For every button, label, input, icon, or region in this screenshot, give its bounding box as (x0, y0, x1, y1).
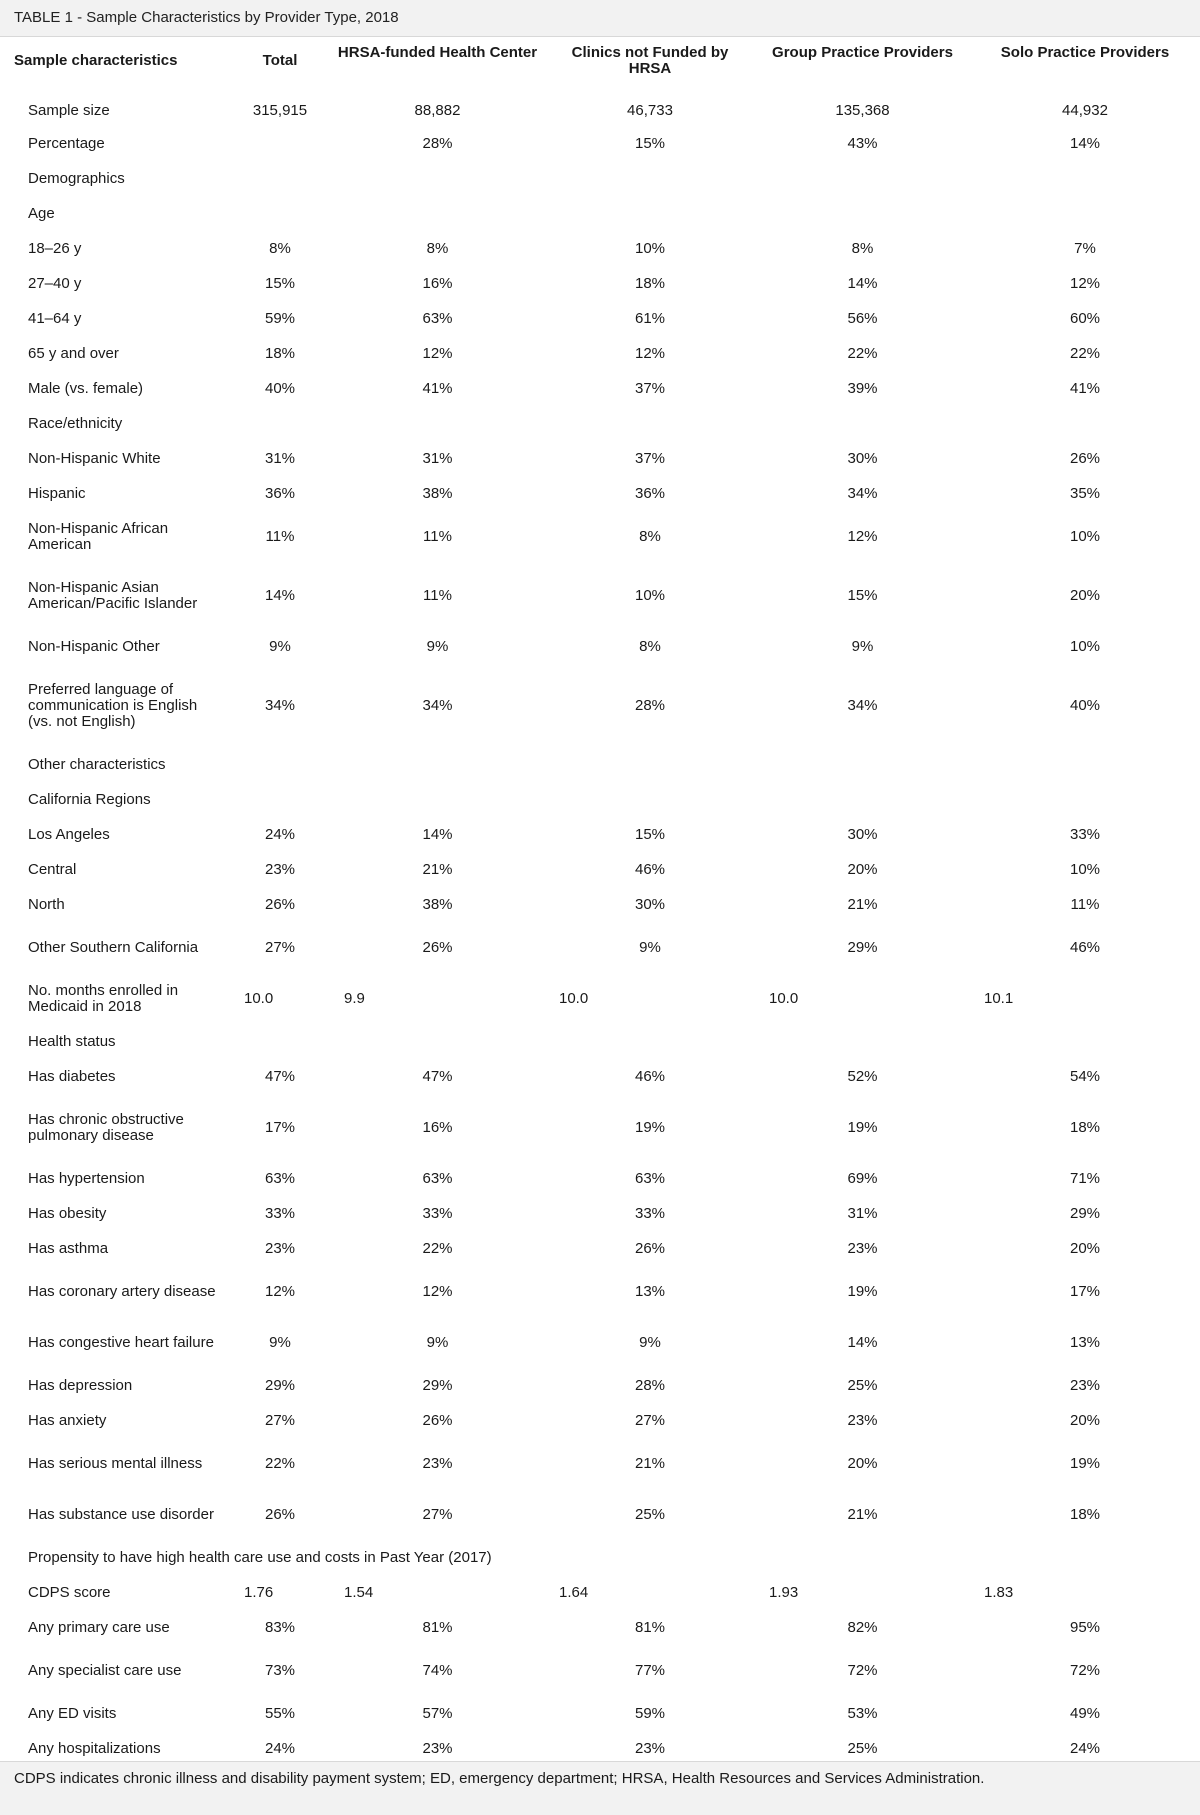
cell-value: 34% (847, 696, 878, 714)
table-row (0, 562, 1200, 629)
cell-value: 14% (1069, 134, 1101, 152)
cell-value: 10% (1069, 860, 1101, 878)
cell-value: 22% (1069, 344, 1101, 362)
row-label: Non-Hispanic Asian American/Pacific Islander (28, 578, 198, 612)
row-label: Sample size (28, 101, 110, 119)
cell-value: 46% (634, 1067, 666, 1085)
cell-value: 26% (264, 895, 296, 913)
row-label: Race/ethnicity (28, 414, 123, 432)
cell-value: 57% (422, 1704, 453, 1722)
row-label: Has diabetes (28, 1067, 116, 1085)
cell-value: 8% (426, 239, 449, 257)
cell-value: 15% (847, 586, 878, 604)
cell-value: 43% (847, 134, 878, 152)
cell-value: 37% (634, 379, 666, 397)
cell-value: 20% (1069, 1239, 1101, 1257)
row-label: Los Angeles (28, 825, 110, 843)
cell-value: 8% (639, 637, 661, 655)
table-row (0, 161, 1200, 196)
cell-value: 63% (422, 1169, 453, 1187)
row-label: Other characteristics (28, 755, 166, 773)
row-label: Has congestive heart failure (28, 1333, 214, 1351)
row-label: Has chronic obstructive pulmonary disease (28, 1110, 184, 1144)
table-caption: TABLE 1 - Sample Characteristics by Provider Type, 2018 (0, 0, 1200, 37)
cell-value: 46,733 (627, 101, 673, 119)
cell-value: 15% (634, 825, 666, 843)
table-area (0, 37, 1200, 1762)
cell-value (970, 1024, 1200, 1059)
table-row (0, 1317, 1200, 1368)
cell-value: 63% (634, 1169, 666, 1187)
cell-value: 47% (264, 1067, 296, 1085)
cell-value: 12% (847, 527, 878, 545)
table-row (0, 817, 1200, 852)
cell-value: 135,368 (835, 101, 890, 119)
cell-value (755, 196, 970, 231)
cell-value: 18% (634, 274, 666, 292)
cell-value: 9% (639, 938, 661, 956)
row-label: 27–40 y (28, 274, 82, 292)
table-row (0, 266, 1200, 301)
table-row (0, 1059, 1200, 1094)
cell-value: 40% (264, 379, 296, 397)
cell-value: 36% (264, 484, 296, 502)
table-row (0, 1696, 1200, 1731)
row-label: Any specialist care use (28, 1661, 182, 1679)
table-row (0, 664, 1200, 747)
cell-value: 31% (847, 1204, 878, 1222)
row-label: Has anxiety (28, 1411, 107, 1429)
cell-value: 29% (1069, 1204, 1101, 1222)
cell-value (755, 406, 970, 441)
cell-value (230, 196, 330, 231)
row-label: California Regions (28, 790, 151, 808)
table-row (0, 1231, 1200, 1266)
cell-value: 81% (634, 1618, 666, 1636)
cell-value: 24% (264, 1739, 296, 1757)
table-row (0, 406, 1200, 441)
cell-value: 21% (422, 860, 453, 878)
cell-value (330, 406, 545, 441)
row-label: Has depression (28, 1376, 133, 1394)
cell-value (755, 161, 970, 196)
row-label: Health status (28, 1032, 116, 1050)
row-label: CDPS score (28, 1583, 111, 1601)
cell-value: 26% (422, 1411, 453, 1429)
cell-value: 54% (1069, 1067, 1101, 1085)
cell-value: 28% (634, 1376, 666, 1394)
cell-value: 31% (264, 449, 296, 467)
cell-value: 12% (422, 1282, 453, 1300)
cell-value: 53% (847, 1704, 878, 1722)
table-row (0, 196, 1200, 231)
cell-value: 23% (847, 1239, 878, 1257)
cell-value: 17% (1069, 1282, 1101, 1300)
cell-value: 33% (264, 1204, 296, 1222)
cell-value: 34% (847, 484, 878, 502)
cell-value (330, 1024, 545, 1059)
cell-value: 10.0 (769, 989, 799, 1007)
cell-value: 18% (1069, 1118, 1101, 1136)
row-label: 41–64 y (28, 309, 82, 327)
table-row (0, 1161, 1200, 1196)
cell-value: 25% (847, 1376, 878, 1394)
cell-value: 36% (634, 484, 666, 502)
cell-value: 82% (847, 1618, 878, 1636)
cell-value: 52% (847, 1067, 878, 1085)
row-label: Any ED visits (28, 1704, 117, 1722)
cell-value: 26% (264, 1505, 296, 1523)
table-row (0, 629, 1200, 664)
cell-value: 25% (634, 1505, 666, 1523)
row-label: Has coronary artery disease (28, 1282, 216, 1300)
table-row (0, 1489, 1200, 1540)
table-row (0, 1610, 1200, 1645)
cell-value: 8% (269, 239, 291, 257)
table-row (0, 336, 1200, 371)
cell-value (230, 126, 330, 161)
cell-value: 11% (423, 586, 452, 604)
cell-value (230, 747, 330, 782)
cell-value: 19% (847, 1118, 878, 1136)
cell-value: 1.83 (984, 1583, 1014, 1601)
cell-value: 23% (264, 860, 296, 878)
cell-value: 22% (847, 344, 878, 362)
cell-value: 22% (264, 1454, 296, 1472)
footnote: CDPS indicates chronic illness and disability payment system; ED, emergency department; HRSA, Health Resources and Services Administration. (0, 1761, 1200, 1815)
cell-value: 30% (847, 449, 878, 467)
cell-value: 33% (1069, 825, 1101, 843)
cell-value: 7% (1074, 239, 1096, 257)
cell-value (970, 196, 1200, 231)
cell-value: 46% (1069, 938, 1101, 956)
table-row (0, 852, 1200, 887)
cell-value: 72% (1069, 1661, 1101, 1679)
row-label: Any hospitalizations (28, 1739, 161, 1757)
cell-value: 10.0 (559, 989, 589, 1007)
cell-value: 27% (264, 938, 296, 956)
cell-value: 41% (422, 379, 453, 397)
cell-value: 33% (422, 1204, 453, 1222)
header-row (0, 37, 1200, 95)
table-row (0, 1196, 1200, 1231)
header-hrsa-funded: HRSA-funded Health Center (337, 44, 538, 61)
cell-value: 8% (851, 239, 874, 257)
cell-value: 27% (634, 1411, 666, 1429)
row-label: Has obesity (28, 1204, 107, 1222)
header-total: Total (262, 52, 298, 69)
cell-value: 10% (634, 239, 666, 257)
table-row (0, 301, 1200, 336)
cell-value (230, 406, 330, 441)
table-row (0, 922, 1200, 973)
cell-value: 46% (634, 860, 666, 878)
cell-value (545, 747, 755, 782)
table-row (0, 887, 1200, 922)
cell-value: 22% (422, 1239, 453, 1257)
row-label: Non-Hispanic Other (28, 637, 160, 655)
row-label: Has substance use disorder (28, 1505, 214, 1523)
cell-value: 14% (422, 825, 453, 843)
cell-value: 19% (1069, 1454, 1101, 1472)
cell-value: 28% (422, 134, 453, 152)
table-row (0, 1266, 1200, 1317)
row-label: Has asthma (28, 1239, 109, 1257)
row-label: Non-Hispanic White (28, 449, 161, 467)
row-label: Hispanic (28, 484, 86, 502)
cell-value: 26% (1069, 449, 1101, 467)
cell-value: 71% (1069, 1169, 1101, 1187)
cell-value: 47% (422, 1067, 453, 1085)
cell-value: 59% (634, 1704, 666, 1722)
cell-value: 29% (422, 1376, 453, 1394)
cell-value: 9% (426, 1333, 449, 1351)
cell-value (330, 747, 545, 782)
cell-value (230, 782, 330, 817)
cell-value: 21% (847, 1505, 878, 1523)
table-row (0, 1024, 1200, 1059)
cell-value (230, 1024, 330, 1059)
cell-value: 88,882 (414, 101, 461, 119)
cell-value: 77% (634, 1661, 666, 1679)
row-label: Has serious mental illness (28, 1454, 203, 1472)
cell-value: 16% (422, 1118, 453, 1136)
cell-value: 12% (1069, 274, 1101, 292)
row-label: Has hypertension (28, 1169, 145, 1187)
table-row (0, 973, 1200, 1024)
cell-value: 74% (422, 1661, 453, 1679)
cell-value: 63% (422, 309, 453, 327)
cell-value: 21% (634, 1454, 666, 1472)
cell-value: 29% (264, 1376, 296, 1394)
cell-value: 12% (422, 344, 453, 362)
cell-value: 13% (1069, 1333, 1101, 1351)
cell-value: 55% (264, 1704, 296, 1722)
cell-value: 30% (634, 895, 666, 913)
row-label: Non-Hispanic African American (28, 519, 169, 553)
cell-value: 21% (847, 895, 878, 913)
cell-value: 12% (264, 1282, 296, 1300)
row-label: Preferred language of communication is English (vs. not English) (28, 680, 198, 730)
table-row (0, 476, 1200, 511)
row-label: Central (28, 860, 77, 878)
cell-value: 81% (422, 1618, 453, 1636)
table-row (0, 1575, 1200, 1610)
cell-value: 9% (269, 1333, 291, 1351)
cell-value (330, 782, 545, 817)
cell-value: 73% (264, 1661, 296, 1679)
cell-value: 20% (847, 1454, 878, 1472)
row-label: 18–26 y (28, 239, 82, 257)
table-row (0, 1368, 1200, 1403)
row-label: No. months enrolled in Medicaid in 2018 (28, 981, 179, 1015)
cell-value (755, 1024, 970, 1059)
cell-value: 23% (847, 1411, 878, 1429)
cell-value: 11% (423, 527, 452, 545)
cell-value: 10.0 (244, 989, 274, 1007)
header-solo-practice: Solo Practice Providers (1000, 44, 1170, 61)
cell-value: 20% (1069, 1411, 1101, 1429)
cell-value: 18% (264, 344, 296, 362)
cell-value: 10% (1069, 527, 1101, 545)
row-label: Demographics (28, 169, 125, 187)
cell-value (970, 406, 1200, 441)
cell-value: 24% (264, 825, 296, 843)
cell-value: 40% (1069, 696, 1101, 714)
cell-value: 44,932 (1062, 101, 1108, 119)
table-row (0, 95, 1200, 126)
table-row (0, 371, 1200, 406)
cell-value: 1.93 (769, 1583, 799, 1601)
cell-value: 315,915 (252, 101, 308, 119)
table-row (0, 441, 1200, 476)
table-row (0, 1438, 1200, 1489)
cell-value: 19% (847, 1282, 878, 1300)
row-label: Other Southern California (28, 938, 199, 956)
cell-value (330, 196, 545, 231)
cell-value: 10% (634, 586, 666, 604)
cell-value (755, 747, 970, 782)
cell-value (545, 161, 755, 196)
row-label: 65 y and over (28, 344, 119, 362)
cell-value (755, 782, 970, 817)
cell-value: 14% (264, 586, 296, 604)
cell-value: 56% (847, 309, 878, 327)
row-label: North (28, 895, 65, 913)
table-row (0, 1540, 1200, 1575)
cell-value: 23% (422, 1454, 453, 1472)
cell-value: 12% (634, 344, 666, 362)
cell-value (970, 161, 1200, 196)
cell-value: 1.76 (244, 1583, 274, 1601)
cell-value: 63% (264, 1169, 296, 1187)
cell-value: 1.54 (344, 1583, 374, 1601)
header-sample-characteristics: Sample characteristics (14, 52, 178, 69)
cell-value: 31% (422, 449, 453, 467)
cell-value: 33% (634, 1204, 666, 1222)
cell-value: 41% (1069, 379, 1101, 397)
row-label: Age (28, 204, 55, 222)
table-row (0, 126, 1200, 161)
row-label: Percentage (28, 134, 105, 152)
cell-value (970, 782, 1200, 817)
header-not-funded: Clinics not Funded by HRSA (571, 44, 729, 77)
cell-value: 30% (847, 825, 878, 843)
cell-value: 15% (634, 134, 666, 152)
cell-value: 38% (422, 895, 453, 913)
cell-value: 83% (264, 1618, 296, 1636)
characteristics-table (0, 37, 1200, 1766)
cell-value: 18% (1069, 1505, 1101, 1523)
table-row (0, 1645, 1200, 1696)
cell-value: 95% (1069, 1618, 1101, 1636)
table-row (0, 511, 1200, 562)
cell-value: 24% (1069, 1739, 1101, 1757)
row-label: Any primary care use (28, 1618, 170, 1636)
cell-value: 23% (1069, 1376, 1101, 1394)
cell-value: 60% (1069, 309, 1101, 327)
cell-value: 9% (851, 637, 874, 655)
cell-value: 39% (847, 379, 878, 397)
table-row (0, 747, 1200, 782)
cell-value: 23% (422, 1739, 453, 1757)
cell-value: 11% (1070, 895, 1100, 913)
cell-value: 8% (639, 527, 661, 545)
cell-value (970, 747, 1200, 782)
cell-value: 17% (264, 1118, 296, 1136)
cell-value: 34% (264, 696, 296, 714)
cell-value: 28% (634, 696, 666, 714)
cell-value: 59% (264, 309, 296, 327)
cell-value: 26% (422, 938, 453, 956)
cell-value: 10% (1069, 637, 1101, 655)
cell-value: 69% (847, 1169, 878, 1187)
cell-value: 29% (847, 938, 878, 956)
cell-value: 20% (847, 860, 878, 878)
cell-value: 15% (264, 274, 296, 292)
cell-value: 37% (634, 449, 666, 467)
cell-value: 19% (634, 1118, 666, 1136)
cell-value: 20% (1069, 586, 1101, 604)
cell-value (230, 161, 330, 196)
cell-value: 9% (269, 637, 291, 655)
cell-value (330, 161, 545, 196)
cell-value: 9% (639, 1333, 661, 1351)
table-row (0, 1094, 1200, 1161)
cell-value: 25% (847, 1739, 878, 1757)
cell-value: 27% (264, 1411, 296, 1429)
header-group-practice: Group Practice Providers (772, 44, 953, 61)
cell-value: 23% (264, 1239, 296, 1257)
cell-value: 16% (422, 274, 453, 292)
table-row (0, 231, 1200, 266)
cell-value: 9% (426, 637, 449, 655)
cell-value: 14% (847, 274, 878, 292)
table-row (0, 1403, 1200, 1438)
cell-value: 27% (422, 1505, 453, 1523)
cell-value: 34% (422, 696, 453, 714)
cell-value (545, 782, 755, 817)
cell-value: 14% (847, 1333, 878, 1351)
cell-value: 11% (265, 527, 295, 545)
cell-value: 26% (634, 1239, 666, 1257)
row-label: Propensity to have high health care use and costs in Past Year (2017) (28, 1548, 492, 1566)
cell-value: 10.1 (984, 989, 1014, 1007)
cell-value (545, 1024, 755, 1059)
cell-value (545, 406, 755, 441)
table-body (0, 95, 1200, 1766)
cell-value: 9.9 (344, 989, 365, 1007)
cell-value: 61% (634, 309, 666, 327)
cell-value: 13% (634, 1282, 666, 1300)
cell-value (545, 196, 755, 231)
table-row (0, 782, 1200, 817)
cell-value: 23% (634, 1739, 666, 1757)
cell-value: 72% (847, 1661, 878, 1679)
cell-value: 35% (1069, 484, 1101, 502)
cell-value: 1.64 (559, 1583, 589, 1601)
cell-value: 38% (422, 484, 453, 502)
cell-value: 49% (1069, 1704, 1101, 1722)
row-label: Male (vs. female) (28, 379, 144, 397)
